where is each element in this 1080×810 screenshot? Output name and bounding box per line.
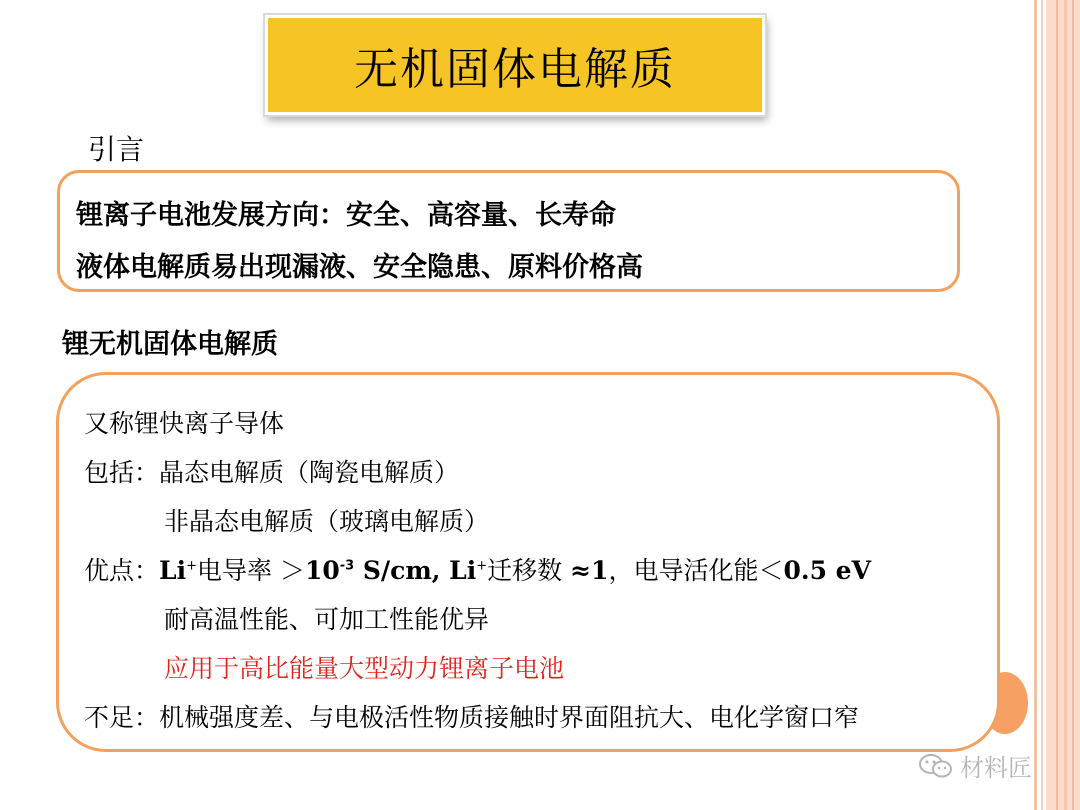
detail-row-alias: 又称锂快离子导体 <box>84 409 285 438</box>
detail-row-amorphous: 非晶态电解质（玻璃电解质） <box>164 507 490 536</box>
detail-row-includes: 包括：晶态电解质（陶瓷电解质） <box>84 458 460 487</box>
wechat-icon <box>918 753 954 779</box>
watermark <box>918 748 1032 783</box>
transference-value: ≈1 <box>570 556 609 585</box>
detail-row-thermal: 耐高温性能、可加工性能优异 <box>164 605 490 634</box>
slide-title-box <box>265 15 765 115</box>
activation-value: 0.5 eV <box>783 556 871 585</box>
detail-row-application: 应用于高比能量大型动力锂离子电池 <box>164 654 565 683</box>
transference-label: 迁移数 <box>487 556 571 585</box>
li-symbol: Li <box>159 556 187 585</box>
detail-row-drawbacks: 不足：机械强度差、与电极活性物质接触时界面阻抗大、电化学窗口窄 <box>84 703 860 732</box>
conductivity-label: 电导率 ＞ <box>197 556 305 585</box>
conductivity-value: 10 <box>304 556 340 585</box>
li-charge: + <box>186 558 197 574</box>
activation-label: ，电导活化能＜ <box>608 556 784 585</box>
watermark-text: 材料匠 <box>960 754 1032 782</box>
section-heading-intro: 引言 <box>88 133 145 166</box>
section-heading-lithium: 锂无机固体电解质 <box>62 329 278 360</box>
detail-row-advantages <box>84 551 871 587</box>
conductivity-exponent: -3 <box>339 558 355 574</box>
decorative-stripes <box>1034 0 1080 810</box>
intro-line-2: 液体电解质易出现漏液、安全隐患、原料价格高 <box>76 252 643 283</box>
li-charge-2: + <box>476 558 488 574</box>
intro-box <box>57 170 960 292</box>
slide-title: 无机固体电解质 <box>354 44 676 95</box>
intro-line-1: 锂离子电池发展方向：安全、高容量、长寿命 <box>76 200 616 231</box>
advantages-prefix: 优点： <box>84 556 160 585</box>
conductivity-unit: S/cm, Li <box>354 556 477 585</box>
